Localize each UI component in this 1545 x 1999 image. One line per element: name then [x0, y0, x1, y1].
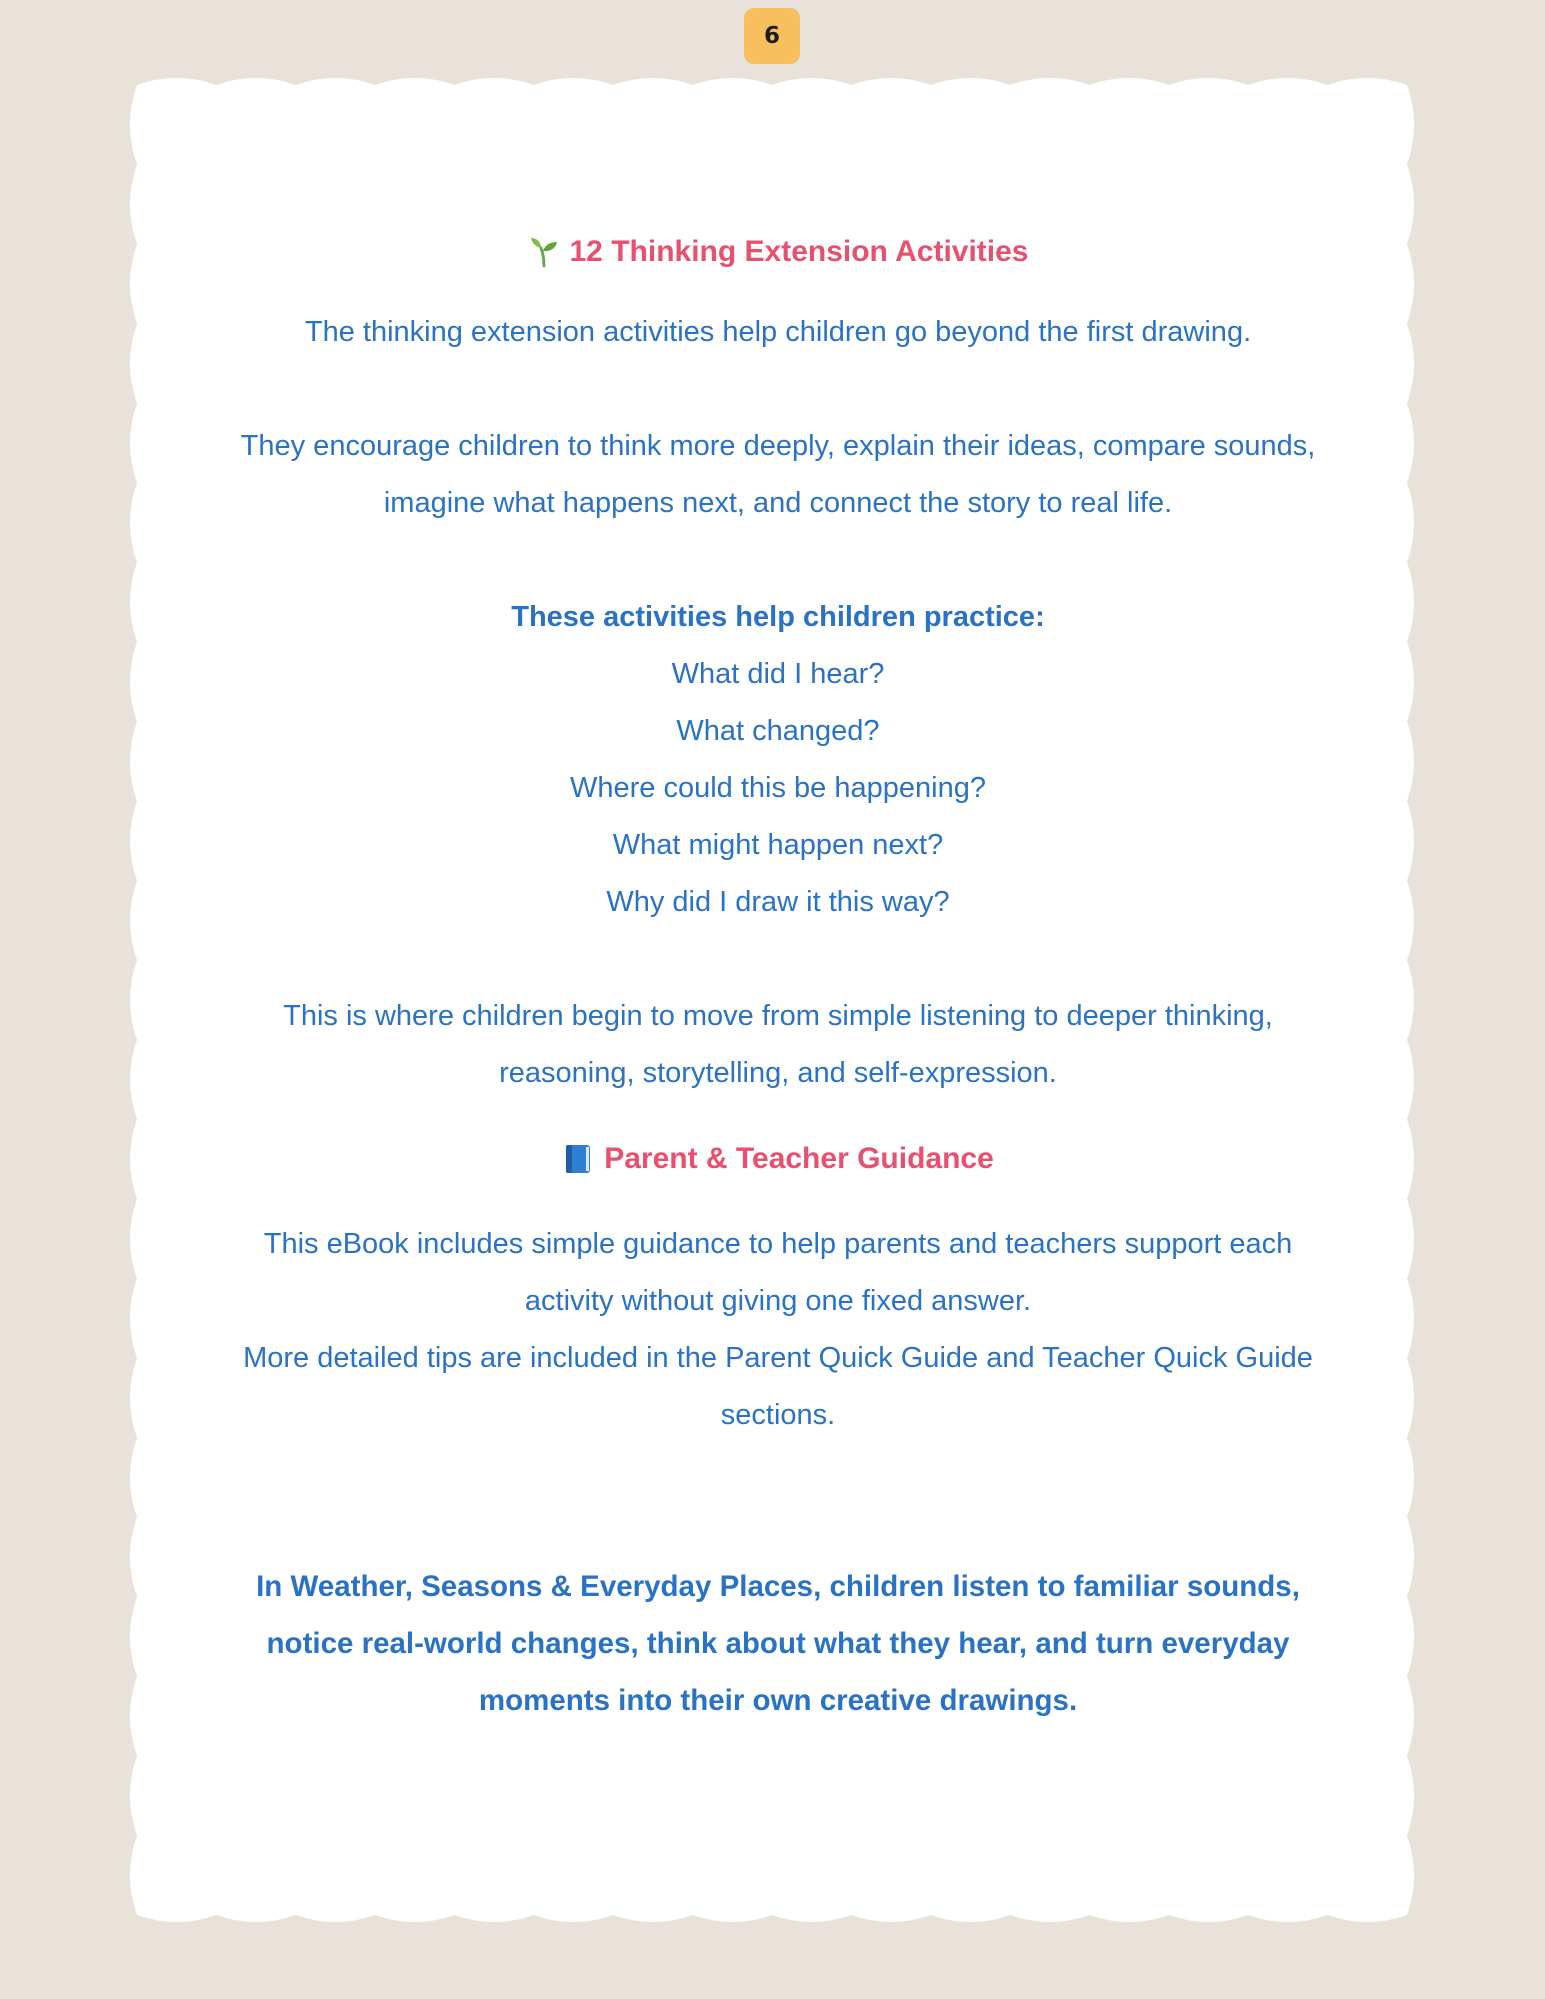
practice-title: These activities help children practice: — [511, 601, 1045, 633]
question-item: What might happen next? — [612, 829, 944, 861]
guidance-line: More detailed tips are included in the Parent Quick Guide and Teacher Quick Guide — [243, 1342, 1313, 1374]
question-item: What did I hear? — [671, 658, 885, 690]
question-item: Where could this be happening? — [570, 772, 986, 804]
closing-line: reasoning, storytelling, and self-expression. — [499, 1057, 1057, 1089]
page-content — [180, 200, 1376, 1729]
blue-book-icon — [562, 1143, 594, 1175]
closing-line: This is where children begin to move from simple listening to deeper thinking, — [283, 1000, 1273, 1032]
intro-text: The thinking extension activities help children go beyond the first drawing. — [304, 316, 1252, 348]
section-heading-text: 12 Thinking Extension Activities — [569, 235, 1029, 268]
section-heading-guidance — [180, 1102, 1376, 1216]
section-heading-thinking — [180, 200, 1376, 304]
paragraph-line: They encourage children to think more deeply, explain their ideas, compare sounds, — [240, 430, 1316, 462]
question-item: Why did I draw it this way? — [606, 886, 950, 918]
summary-line: moments into their own creative drawings. — [478, 1684, 1078, 1717]
guidance-line: activity without giving one fixed answer. — [524, 1285, 1032, 1317]
page-number-badge — [744, 8, 800, 64]
guidance-line: sections. — [720, 1399, 836, 1431]
summary-line: In Weather, Seasons & Everyday Places, children listen to familiar sounds, — [256, 1570, 1300, 1603]
guidance-line: This eBook includes simple guidance to help parents and teachers support each — [263, 1228, 1293, 1260]
paragraph-line: imagine what happens next, and connect the story to real life. — [383, 487, 1173, 519]
seedling-icon — [528, 236, 560, 268]
page-number: 6 — [763, 23, 780, 49]
summary-line: notice real-world changes, think about what they hear, and turn everyday — [266, 1627, 1290, 1660]
section-heading-text: Parent & Teacher Guidance — [604, 1142, 994, 1175]
question-item: What changed? — [676, 715, 880, 747]
